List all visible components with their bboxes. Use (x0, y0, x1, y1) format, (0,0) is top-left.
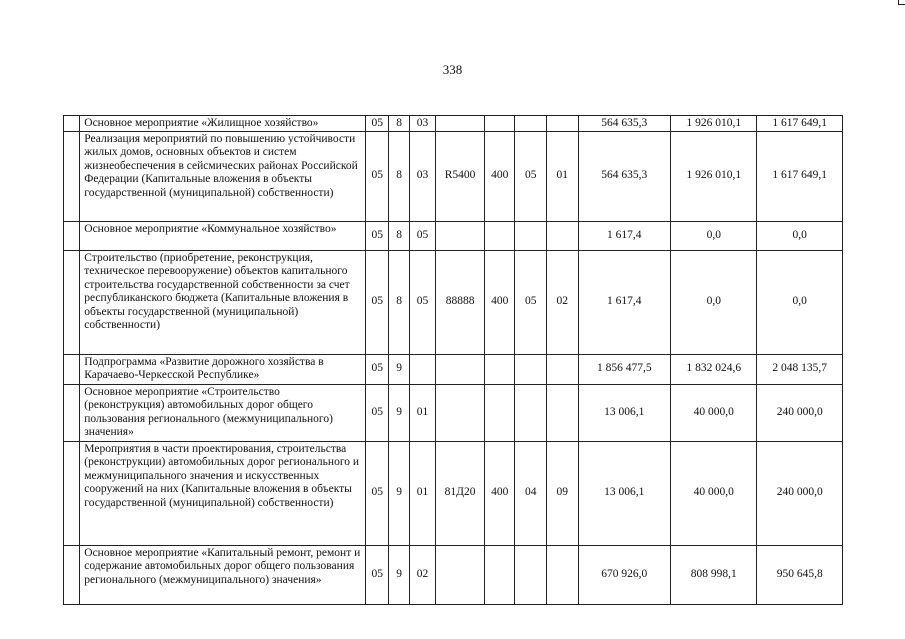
amount-year-3: 240 000,0 (757, 384, 843, 441)
row-index-cell (64, 116, 80, 132)
amount-year-3: 240 000,0 (757, 441, 843, 545)
amount-year-3: 950 645,8 (757, 545, 843, 604)
program-code: 05 (366, 441, 389, 545)
main-event-code: 03 (409, 131, 435, 221)
table-row (64, 131, 843, 221)
amount-year-1: 1 617,4 (578, 250, 671, 354)
direction-code: 88888 (436, 250, 485, 354)
row-name: Основное мероприятие «Капитальный ремонт, ремонт и содержание автомобильных дорог общего пользования регионального (межмуниципального) значения» (80, 545, 366, 604)
row-name: Мероприятия в части проектирования, строительства (реконструкции) автомобильных дорог регионального и межмуниципального значения и искусственных сооружений на них (Капитальные вложения в объекты государственной (муниципальной) собственности) (80, 441, 366, 545)
expense-type-code (484, 221, 515, 250)
subprogram-code: 8 (389, 131, 409, 221)
amount-year-2: 1 926 010,1 (671, 116, 757, 132)
amount-year-2: 0,0 (671, 221, 757, 250)
budget-table-body (64, 116, 843, 605)
subsection-code (547, 545, 579, 604)
amount-year-3: 2 048 135,7 (757, 354, 843, 384)
section-code (515, 354, 547, 384)
amount-year-1: 564 635,3 (578, 131, 671, 221)
amount-year-2: 808 998,1 (671, 545, 757, 604)
subsection-code (547, 354, 579, 384)
row-index-cell (64, 221, 80, 250)
amount-year-3: 1 617 649,1 (757, 131, 843, 221)
main-event-code: 03 (409, 116, 435, 132)
direction-code (436, 221, 485, 250)
program-code: 05 (366, 131, 389, 221)
program-code: 05 (366, 221, 389, 250)
direction-code (436, 354, 485, 384)
direction-code: 81Д20 (436, 441, 485, 545)
direction-code (436, 545, 485, 604)
subsection-code (547, 116, 579, 132)
row-name: Основное мероприятие «Строительство (реконструкция) автомобильных дорог общего пользования регионального (межмуниципального) значения» (80, 384, 366, 441)
subsection-code (547, 221, 579, 250)
amount-year-2: 40 000,0 (671, 441, 757, 545)
row-index-cell (64, 545, 80, 604)
expense-type-code (484, 354, 515, 384)
subprogram-code: 8 (389, 221, 409, 250)
row-name: Подпрограмма «Развитие дорожного хозяйства в Карачаево-Черкесской Республике» (80, 354, 366, 384)
main-event-code (409, 354, 435, 384)
subsection-code: 01 (547, 131, 579, 221)
program-code: 05 (366, 545, 389, 604)
row-name: Реализация мероприятий по повышению устойчивости жилых домов, основных объектов и систем жизнеобеспечения в сейсмических районах Российской Федерации (Капитальные вложения в объекты государственной (муниципальной) собственности) (80, 131, 366, 221)
amount-year-3: 1 617 649,1 (757, 116, 843, 132)
scan-corner-mark (898, 0, 905, 5)
main-event-code: 02 (409, 545, 435, 604)
section-code: 05 (515, 250, 547, 354)
expense-type-code: 400 (484, 131, 515, 221)
section-code (515, 116, 547, 132)
subprogram-code: 9 (389, 545, 409, 604)
amount-year-1: 670 926,0 (578, 545, 671, 604)
expense-type-code: 400 (484, 250, 515, 354)
amount-year-2: 0,0 (671, 250, 757, 354)
program-code: 05 (366, 250, 389, 354)
subprogram-code: 8 (389, 116, 409, 132)
expense-type-code (484, 545, 515, 604)
subprogram-code: 9 (389, 441, 409, 545)
amount-year-3: 0,0 (757, 221, 843, 250)
row-name: Основное мероприятие «Коммунальное хозяйство» (80, 221, 366, 250)
direction-code (436, 384, 485, 441)
subsection-code: 02 (547, 250, 579, 354)
table-row (64, 221, 843, 250)
amount-year-2: 1 926 010,1 (671, 131, 757, 221)
table-row (64, 384, 843, 441)
amount-year-1: 1 617,4 (578, 221, 671, 250)
table-row (64, 354, 843, 384)
amount-year-1: 1 856 477,5 (578, 354, 671, 384)
section-code: 04 (515, 441, 547, 545)
amount-year-1: 564 635,3 (578, 116, 671, 132)
program-code: 05 (366, 354, 389, 384)
main-event-code: 05 (409, 250, 435, 354)
table-row (64, 116, 843, 132)
table-row (64, 545, 843, 604)
row-index-cell (64, 131, 80, 221)
subsection-code: 09 (547, 441, 579, 545)
amount-year-2: 1 832 024,6 (671, 354, 757, 384)
program-code: 05 (366, 384, 389, 441)
section-code (515, 221, 547, 250)
budget-table (63, 115, 843, 605)
main-event-code: 05 (409, 221, 435, 250)
amount-year-3: 0,0 (757, 250, 843, 354)
row-index-cell (64, 384, 80, 441)
table-row (64, 441, 843, 545)
section-code: 05 (515, 131, 547, 221)
amount-year-1: 13 006,1 (578, 441, 671, 545)
main-event-code: 01 (409, 384, 435, 441)
subprogram-code: 9 (389, 354, 409, 384)
subprogram-code: 9 (389, 384, 409, 441)
amount-year-2: 40 000,0 (671, 384, 757, 441)
row-name: Строительство (приобретение, реконструкция, техническое перевооружение) объектов капитального строительства государственной собственности за счет республиканского бюджета (Капитальные вложения в объекты государственной (муниципальной) собственности) (80, 250, 366, 354)
table-row (64, 250, 843, 354)
expense-type-code (484, 384, 515, 441)
row-name: Основное мероприятие «Жилищное хозяйство» (80, 116, 366, 132)
section-code (515, 384, 547, 441)
main-event-code: 01 (409, 441, 435, 545)
subsection-code (547, 384, 579, 441)
subprogram-code: 8 (389, 250, 409, 354)
direction-code: R5400 (436, 131, 485, 221)
direction-code (436, 116, 485, 132)
expense-type-code: 400 (484, 441, 515, 545)
expense-type-code (484, 116, 515, 132)
program-code: 05 (366, 116, 389, 132)
row-index-cell (64, 441, 80, 545)
row-index-cell (64, 250, 80, 354)
amount-year-1: 13 006,1 (578, 384, 671, 441)
section-code (515, 545, 547, 604)
row-index-cell (64, 354, 80, 384)
page-number: 338 (442, 62, 463, 77)
